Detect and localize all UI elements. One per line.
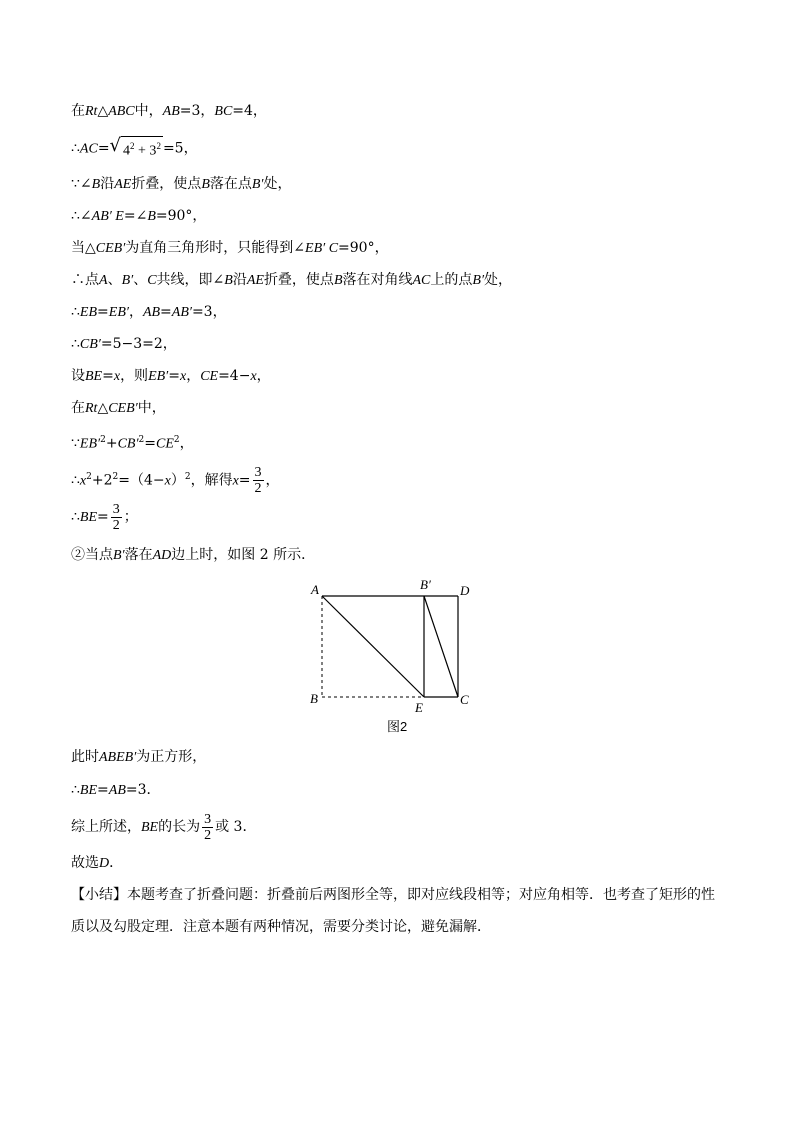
segment-AE [322,596,424,697]
solution-line: ∴CB′=5−3=2， [71,336,177,352]
solution-line: 综上所述，BE的长为 $\frac{3}{2}$ 或 3． [71,811,257,843]
fraction: $\frac{3}{2}$ [254,465,262,497]
solution-line: ②当点B′落在AD边上时，如图 2 所示． [71,547,316,563]
solution-line: ∴BE=AB=3． [71,782,161,798]
solution-line: ∴AC= √ $4^2 + 3^2$ =5， [71,135,198,159]
solution-line: $\because EB'^2+CB'^2=CE^2$， [71,435,194,452]
solution-line: 在Rt△CEB′中， [71,400,166,416]
summary-line: 质以及勾股定理．注意本题有两种情况，需要分类讨论，避免漏解． [71,919,491,935]
square-root: √ $4^2 + 3^2$ [109,135,161,159]
solution-line: ∵∠B沿AE折叠，使点B落在点B′处， [71,176,292,192]
solution-line: 在Rt△ABC中，AB=3，BC=4， [71,103,267,119]
segment-BpC [424,596,458,697]
figure-caption: 图2 [387,719,408,734]
solution-line: 此时ABEB′为正方形， [71,749,207,765]
solution-line: ∴EB=EB′，AB=AB′=3， [71,304,227,320]
label-A: A [311,582,319,597]
label-C: C [460,692,469,707]
label-B-prime: B′ [420,577,431,592]
label-D: D [460,583,470,598]
fraction: $\frac{3}{2}$ [204,811,212,843]
solution-line: ∴点A、B′、C共线，即∠B沿AE折叠，使点B落在对角线AC上的点B′处， [71,272,513,288]
solution-line: 当△CEB′为直角三角形时，只能得到∠EB′ C=90°， [71,240,389,256]
solution-line: ∴BE= $\frac{3}{2}$ ； [71,501,138,533]
solution-line: $\therefore x^2+2^2=(4-x)^2$，解得x= $\frac{3}{2}$ ， [71,465,280,497]
label-B: B [310,691,318,706]
fraction: $\frac{3}{2}$ [112,501,120,533]
solution-line: 故选D． [71,855,124,871]
solution-line: ∴∠AB′ E=∠B=90°， [71,208,207,224]
summary-line: 【小结】本题考查了折叠问题：折叠前后两图形全等，即对应线段相等；对应角相等．也考查了矩形的性 [71,887,715,903]
label-E: E [415,700,423,715]
solution-line: 设BE=x，则EB′=x，CE=4−x， [71,368,271,384]
